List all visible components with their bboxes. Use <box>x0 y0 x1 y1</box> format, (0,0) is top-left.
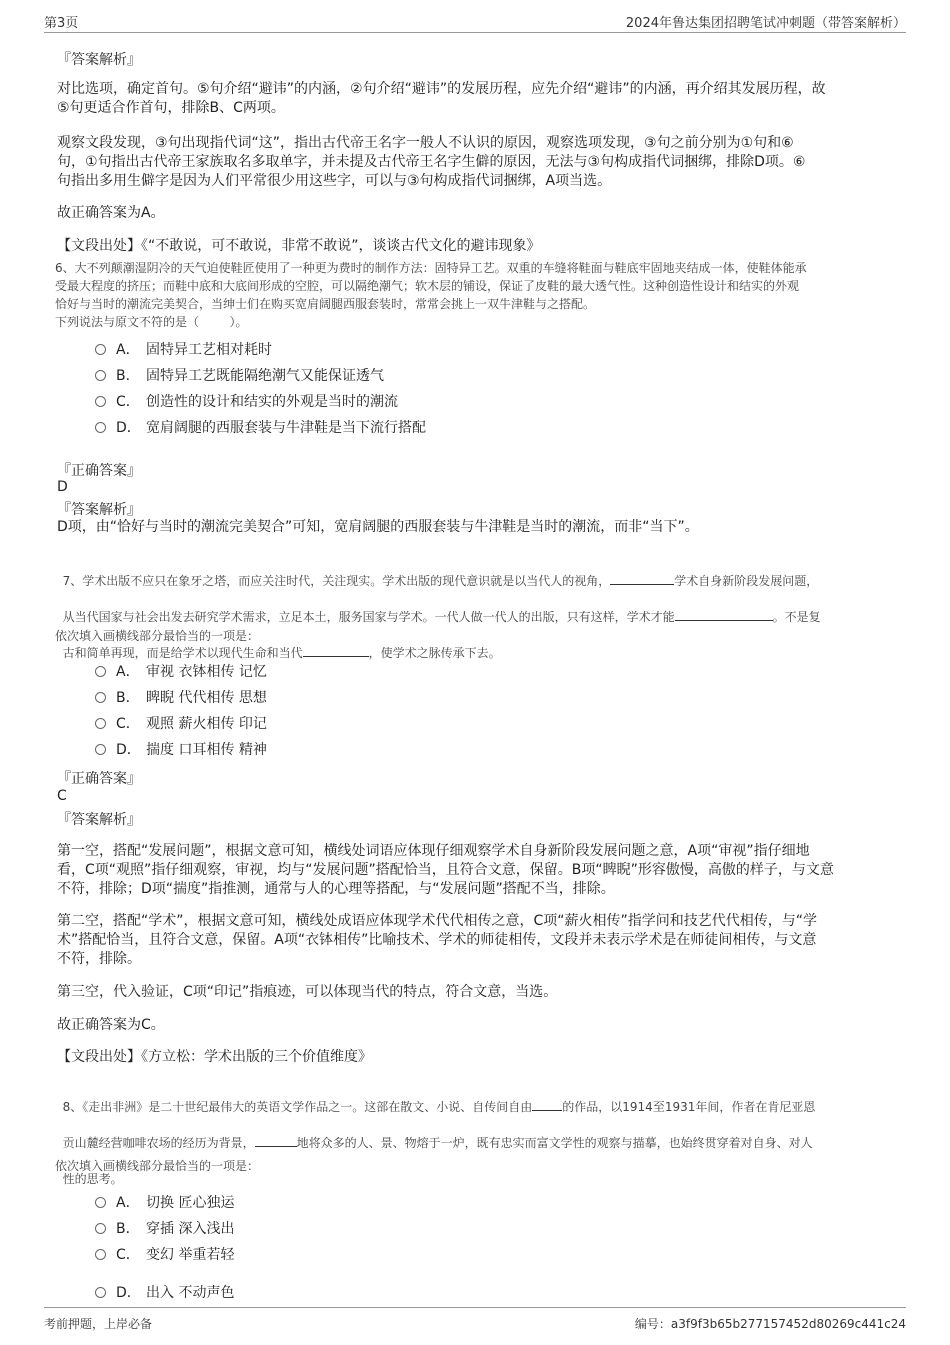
q7-stem-part: 7、学术出版不应只在象牙之塔，而应关注时代，关注现实。学术出版的现代意识就是以当代人的视角， <box>62 574 611 588</box>
option-text: 创造性的设计和结实的外观是当时的潮流 <box>146 394 398 410</box>
option-text: 穿插 深入浅出 <box>146 1221 235 1237</box>
radio-icon[interactable] <box>95 396 106 407</box>
q8-stem-part: 性的思考。 <box>62 1172 123 1186</box>
q6-option-b[interactable] <box>95 366 384 386</box>
q7-stem-part: 学术自身新阶段发展问题， <box>674 574 819 588</box>
page-footer <box>0 1305 950 1345</box>
q6-option-d[interactable] <box>95 418 426 438</box>
blank-line <box>610 572 674 585</box>
q6-correct-answer: D <box>57 479 68 495</box>
blank-line <box>532 1098 562 1111</box>
q8-option-a[interactable] <box>95 1193 234 1213</box>
option-text: 审视 衣钵相传 记忆 <box>146 664 267 680</box>
q6-correct-label: 『正确答案』 <box>57 463 141 479</box>
radio-icon[interactable] <box>95 1223 106 1234</box>
header-divider <box>44 32 906 33</box>
q8-stem-part: 8、《走出非洲》是二十世纪最伟大的英语文学作品之一。这部在散文、小说、自传间自由 <box>62 1100 533 1114</box>
radio-icon[interactable] <box>95 344 106 355</box>
option-letter: B． <box>116 368 140 384</box>
q6-stem: 6、大不列颠潮湿阴冷的天气迫使鞋匠使用了一种更为费时的制作方法：固特异工艺。双重的车缝将鞋面与鞋底牢固地夹结成一体，使鞋体能承 受最大程度的挤压；而鞋中底和大底间形成的空腔，可以隔绝潮气；软木层的铺设，保证了皮鞋的最大透气性。这种创造性设计和结实的外观 恰好与当时的潮流完美契合，当绅士们在购买宽肩阔腿西服套装时，常常会挑上一双牛津鞋与之搭配。 下列说法与原文不符的是（ ）。 <box>55 261 807 329</box>
option-text: 固特异工艺相对耗时 <box>146 342 272 358</box>
option-text: 固特异工艺既能隔绝潮气又能保证透气 <box>146 368 384 384</box>
page-header <box>0 0 950 34</box>
q7-correct-answer: C <box>57 788 67 804</box>
option-letter: C． <box>116 394 140 410</box>
option-letter: A． <box>116 664 140 680</box>
q8-stem-part: 的作品，以1914至1931年间，作者在肯尼亚恩 <box>562 1100 816 1114</box>
q7-correct-label: 『正确答案』 <box>57 771 141 787</box>
q7-option-b[interactable] <box>95 688 267 708</box>
q6-analysis: D项，由“恰好与当时的潮流完美契合”可知，宽肩阔腿的西服套装与牛津鞋是当时的潮流，而非“当下”。 <box>57 519 699 535</box>
option-letter: D． <box>116 1285 141 1301</box>
q7-analysis-p3: 第三空，代入验证，C项“印记”指痕迹，可以体现当代的特点，符合文意，当选。 <box>57 984 558 1000</box>
radio-icon[interactable] <box>95 370 106 381</box>
option-text: 宽肩阔腿的西服套装与牛津鞋是当下流行搭配 <box>146 420 426 436</box>
document-id: 编号：a3f9f3b65b277157452d80269c441c24 <box>634 1317 906 1331</box>
option-text: 变幻 举重若轻 <box>146 1247 235 1263</box>
q7-option-c[interactable] <box>95 714 267 734</box>
q7-stem-part: 。不是复 <box>772 610 821 624</box>
q8-stem-part: 贡山麓经营咖啡农场的经历为背景， <box>62 1136 255 1150</box>
q7-source: 【文段出处】《方立松：学术出版的三个价值维度》 <box>57 1049 372 1065</box>
q8-prompt: 依次填入画横线部分最恰当的一项是： <box>55 1159 260 1173</box>
q7-stem-part: 从当代国家与社会出发去研究学术需求，立足本土，服务国家与学术。一代人做一代人的出版，只有这样，学术才能 <box>62 610 675 624</box>
radio-icon[interactable] <box>95 692 106 703</box>
option-letter: A． <box>116 1195 140 1211</box>
footer-divider <box>44 1307 906 1308</box>
radio-icon[interactable] <box>95 1287 106 1298</box>
option-letter: D． <box>116 742 141 758</box>
option-text: 睥睨 代代相传 思想 <box>146 690 267 706</box>
q6-analysis-label: 『答案解析』 <box>57 502 141 518</box>
blank-line <box>675 608 773 621</box>
option-letter: C． <box>116 716 140 732</box>
q7-stem <box>55 554 905 662</box>
option-letter: B． <box>116 1221 140 1237</box>
q5-source: 【文段出处】《“不敢说，可不敢说，非常不敢说”，谈谈古代文化的避讳现象》 <box>57 238 541 254</box>
document-title: 2024年鲁达集团招聘笔试冲刺题（带答案解析） <box>625 16 906 31</box>
q7-analysis-p1: 第一空，搭配“发展问题”，根据文意可知，横线处词语应体现仔细观察学术自身新阶段发展问题之意，A项“审视”指仔细地 看，C项“观照”指仔细观察，审视，均与“发展问题”搭配恰当，且符合文意，保留。B项“睥睨”形容傲慢，高傲的样子，与文意 不符，排除；D项“揣度”指推测，通常与人的心理等搭配，与“发展问题”搭配不当，排除。 <box>57 843 834 897</box>
q6-option-c[interactable] <box>95 392 398 412</box>
q7-stem-part: ，使学术之脉传承下去。 <box>368 646 501 660</box>
q5-analysis-p2: 观察文段发现，③句出现指代词“这”，指出古代帝王名字一般人不认识的原因，观察选项发现，③句之前分别为①句和⑥ 句，①句指出古代帝王家族取名多取单字，并未提及古代帝王名字生僻的原因，无法与③句构成指代词捆绑，排除D项。⑥ 句指出多用生僻字是因为人们平常很少用这些字，可以与③句构成指代词捆绑，A项当选。 <box>57 135 806 189</box>
option-letter: C． <box>116 1247 140 1263</box>
option-text: 揣度 口耳相传 精神 <box>146 742 267 758</box>
q8-option-d[interactable] <box>95 1283 234 1303</box>
option-text: 观照 薪火相传 印记 <box>146 716 267 732</box>
q7-option-d[interactable] <box>95 740 267 760</box>
radio-icon[interactable] <box>95 1197 106 1208</box>
q6-option-a[interactable] <box>95 340 272 360</box>
option-letter: D． <box>116 420 141 436</box>
blank-line <box>303 644 369 657</box>
radio-icon[interactable] <box>95 666 106 677</box>
q7-analysis-p2: 第二空，搭配“学术”，根据文意可知，横线处成语应体现学术代代相传之意，C项“薪火相传”指学问和技艺代代相传，与“学 术”搭配恰当，且符合文意，保留。A项“衣钵相传”比喻技术、学术的师徒相传，文段并未表示学术是在师徒间相传，与文意 不符，排除。 <box>57 913 818 967</box>
option-letter: B． <box>116 690 140 706</box>
footer-slogan: 考前押题，上岸必备 <box>44 1317 153 1331</box>
option-letter: A． <box>116 342 140 358</box>
q7-option-a[interactable] <box>95 662 267 682</box>
q5-analysis-label: 『答案解析』 <box>57 52 141 68</box>
page-number: 第3页 <box>44 16 79 31</box>
q5-analysis-p3: 故正确答案为A。 <box>57 205 165 221</box>
q7-stem-part: 古和简单再现，而是给学术以现代生命和当代 <box>62 646 303 660</box>
option-text: 切换 匠心独运 <box>146 1195 235 1211</box>
option-text: 出入 不动声色 <box>146 1285 235 1301</box>
q8-stem-part: 地将众多的人、景、物熔于一炉，既有忠实而富文学性的观察与描摹，也始终贯穿着对自身、对人 <box>296 1136 813 1150</box>
blank-line <box>255 1134 297 1147</box>
q7-analysis-label: 『答案解析』 <box>57 812 141 828</box>
radio-icon[interactable] <box>95 718 106 729</box>
q5-analysis-p1: 对比选项，确定首句。⑤句介绍“避讳”的内涵，②句介绍“避讳”的发展历程，应先介绍“避讳”的内涵，再介绍其发展历程，故 ⑤句更适合作首句，排除B、C两项。 <box>57 81 826 116</box>
q7-prompt: 依次填入画横线部分最恰当的一项是： <box>55 629 260 643</box>
q8-option-b[interactable] <box>95 1219 234 1239</box>
q7-analysis-p4: 故正确答案为C。 <box>57 1017 165 1033</box>
radio-icon[interactable] <box>95 1249 106 1260</box>
q8-option-c[interactable] <box>95 1245 234 1265</box>
radio-icon[interactable] <box>95 744 106 755</box>
radio-icon[interactable] <box>95 422 106 433</box>
